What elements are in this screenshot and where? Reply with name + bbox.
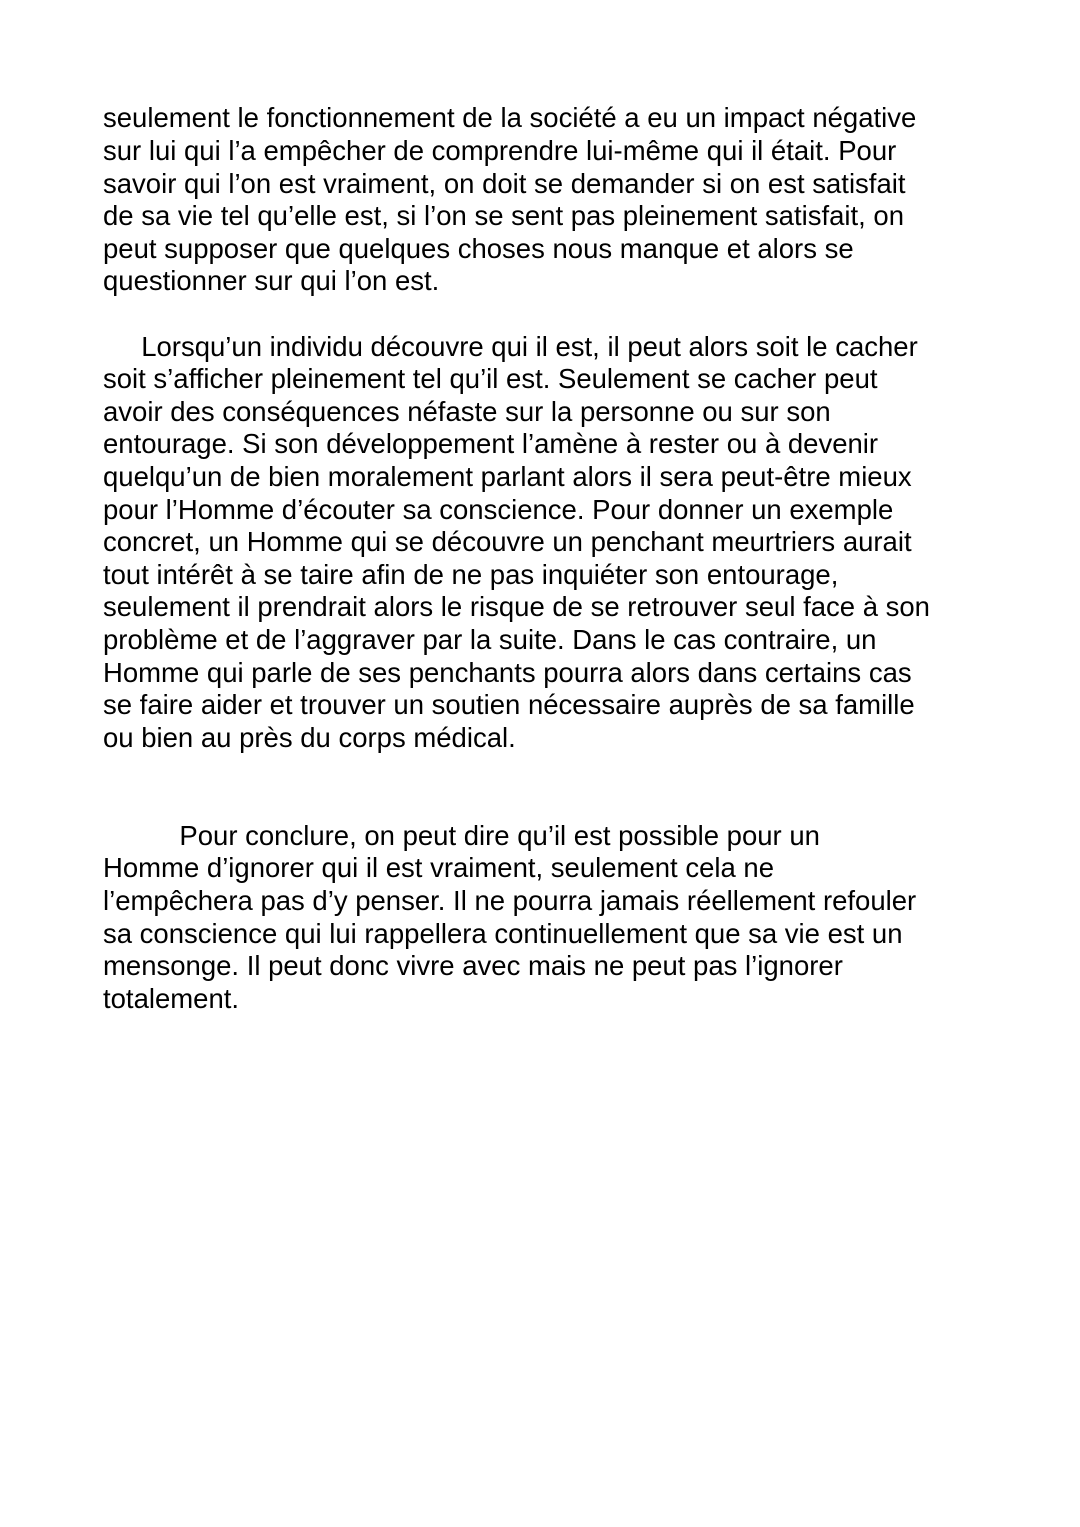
text-line: mensonge. Il peut donc vivre avec mais ne peut pas l’ignorer	[103, 950, 843, 981]
text-line: entourage. Si son développement l’amène à rester ou à devenir	[103, 428, 879, 459]
text-line: seulement il prendrait alors le risque de se retrouver seul face à son	[103, 591, 930, 622]
text-line: tout intérêt à se taire afin de ne pas inquiéter son entourage,	[103, 559, 839, 590]
text-line: sa conscience qui lui rappellera continuellement que sa vie est un	[103, 918, 903, 949]
text-line: se faire aider et trouver un soutien nécessaire auprès de sa famille	[103, 689, 915, 720]
text-line: concret, un Homme qui se découvre un penchant meurtriers aurait	[103, 526, 912, 557]
text-line: soit s’afficher pleinement tel qu’il est. Seulement se cacher peut	[103, 363, 878, 394]
text-line: Lorsqu’un individu découvre qui il est, il peut alors soit le cacher	[103, 331, 918, 362]
text-line: pour l’Homme d’écouter sa conscience. Pour donner un exemple	[103, 494, 894, 525]
text-line: seulement le fonctionnement de la société a eu un impact négative	[103, 102, 917, 133]
text-line: ou bien au près du corps médical.	[103, 722, 516, 753]
text-line: savoir qui l’on est vraiment, on doit se demander si on est satisfait	[103, 168, 906, 199]
text-line: avoir des conséquences néfaste sur la personne ou sur son	[103, 396, 831, 427]
text-line: de sa vie tel qu’elle est, si l’on se sent pas pleinement satisfait, on	[103, 200, 905, 231]
text-line: questionner sur qui l’on est.	[103, 265, 440, 296]
text-line: totalement.	[103, 983, 240, 1014]
text-line: Homme qui parle de ses penchants pourra alors dans certains cas	[103, 657, 912, 688]
text-line: sur lui qui l’a empêcher de comprendre lui-même qui il était. Pour	[103, 135, 897, 166]
text-line: Homme d’ignorer qui il est vraiment, seulement cela ne	[103, 852, 774, 883]
text-line: l’empêchera pas d’y penser. Il ne pourra jamais réellement refouler	[103, 885, 917, 916]
text-line: peut supposer que quelques choses nous manque et alors se	[103, 233, 854, 264]
text-line: quelqu’un de bien moralement parlant alors il sera peut-être mieux	[103, 461, 912, 492]
text-line: Pour conclure, on peut dire qu’il est possible pour un	[103, 820, 820, 851]
text-line: problème et de l’aggraver par la suite. Dans le cas contraire, un	[103, 624, 877, 655]
